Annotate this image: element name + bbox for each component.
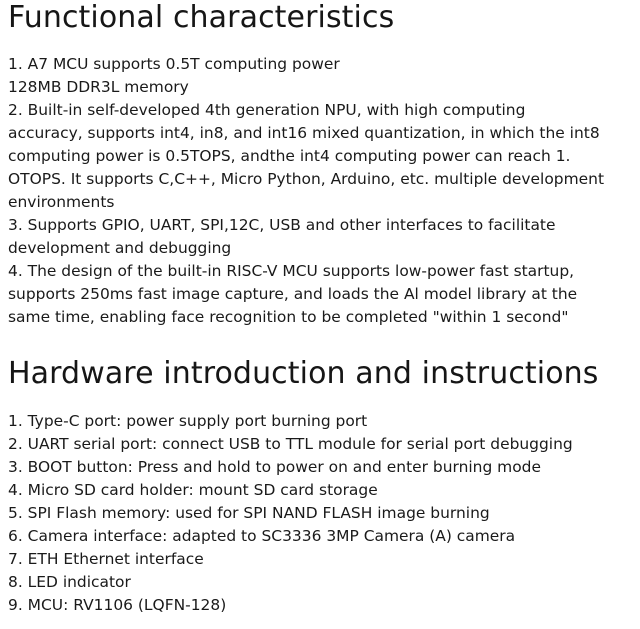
functional-characteristics-list — [8, 53, 640, 329]
hardware-item: 4. Micro SD card holder: mount SD card storage — [8, 481, 378, 499]
feature-line: computing power is 0.5TOPS, andthe int4 computing power can reach 1. — [8, 147, 571, 165]
feature-line: accuracy, supports int4, in8, and int16 mixed quantization, in which the int8 — [8, 124, 600, 142]
feature-line: 128MB DDR3L memory — [8, 78, 189, 96]
hardware-item: 1. Type-C port: power supply port burning port — [8, 412, 368, 430]
hardware-item: 5. SPI Flash memory: used for SPI NAND FLASH image burning — [8, 504, 490, 522]
feature-line: 1. A7 MCU supports 0.5T computing power — [8, 55, 340, 73]
feature-line: OTOPS. It supports C,C++, Micro Python, Arduino, etc. multiple development — [8, 170, 605, 188]
hardware-list — [8, 410, 640, 617]
feature-line: environments — [8, 193, 115, 211]
hardware-item: 6. Camera interface: adapted to SC3336 3MP Camera (A) camera — [8, 527, 516, 545]
hardware-introduction-heading: Hardware introduction and instructions — [8, 356, 599, 391]
feature-line: 4. The design of the built-in RISC-V MCU supports low-power fast startup, — [8, 262, 575, 280]
functional-characteristics-heading: Functional characteristics — [8, 0, 395, 35]
hardware-item: 3. BOOT button: Press and hold to power on and enter burning mode — [8, 458, 542, 476]
feature-line: same time, enabling face recognition to be completed "within 1 second" — [8, 308, 569, 326]
feature-line: 2. Built-in self-developed 4th generation NPU, with high computing — [8, 101, 526, 119]
hardware-item: 8. LED indicator — [8, 573, 131, 591]
hardware-item: 2. UART serial port: connect USB to TTL module for serial port debugging — [8, 435, 573, 453]
feature-line: 3. Supports GPIO, UART, SPI,12C, USB and other interfaces to facilitate — [8, 216, 556, 234]
hardware-item: 7. ETH Ethernet interface — [8, 550, 204, 568]
feature-line: development and debugging — [8, 239, 232, 257]
hardware-item: 9. MCU: RV1106 (LQFN-128) — [8, 596, 227, 614]
feature-line: supports 250ms fast image capture, and loads the Al model library at the — [8, 285, 578, 303]
